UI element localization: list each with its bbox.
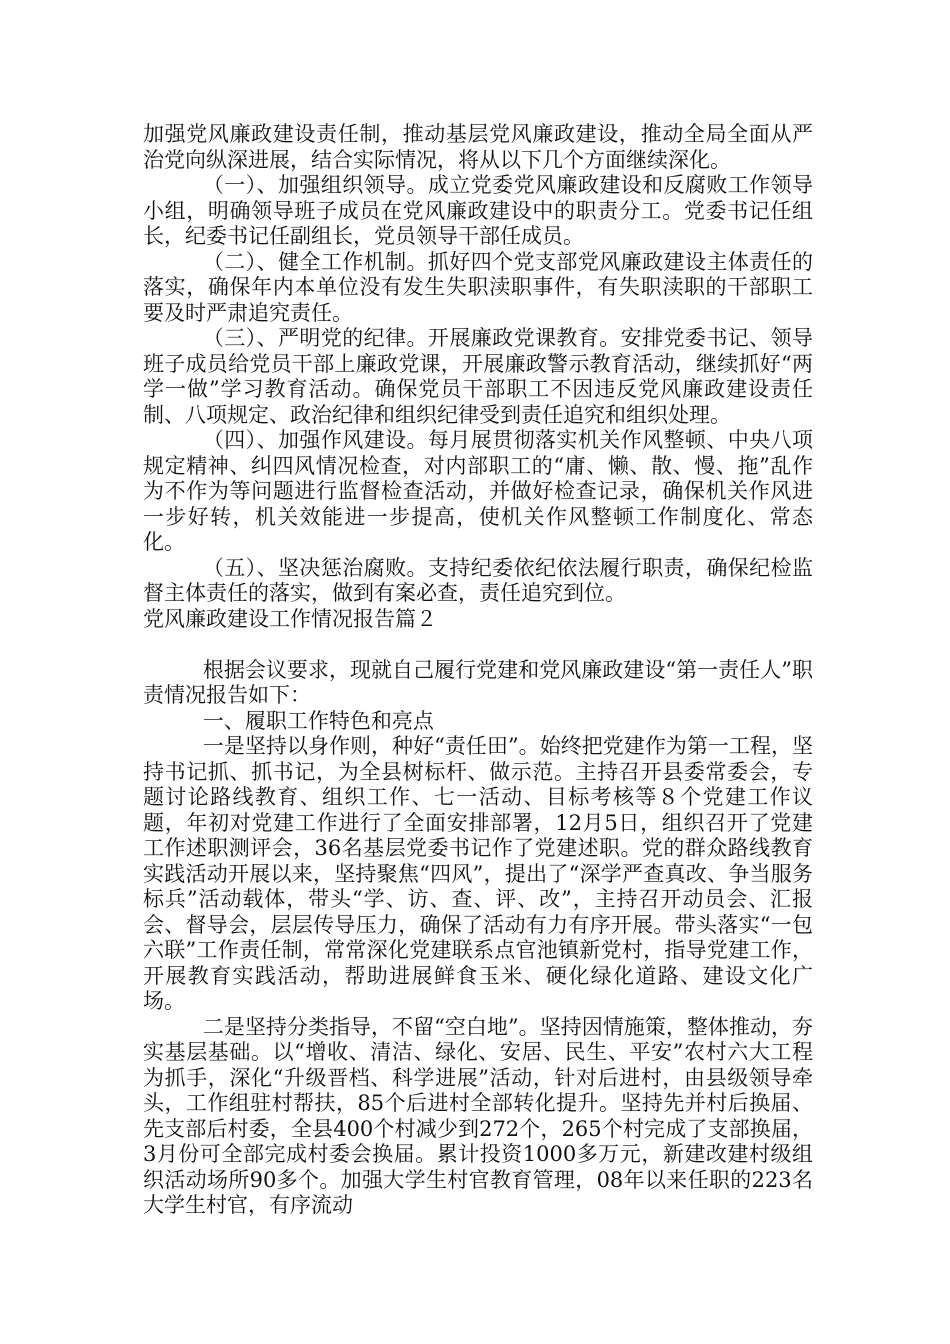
body-paragraph-1: 一是坚持以身作则，种好“责任田”。始终把党建作为第一工程，坚持书记抓、抓书记，为全县树标杆、做示范。主持召开县委常委会，专题讨论路线教育、组织工作、七一活动、目标考核等８个党建工作议题，年初对党建工作进行了全面安排部署，12月5日，组织召开了党建工作述职测评会，36名基层党委书记作了党建述职。党的群众路线教育实践活动开展以来，坚持聚焦“四风”，提出了“深学严查真改、争当服务标兵”活动载体，带头“学、访、查、评、改”，主持召开动员会、汇报会、督导会，层层传导压力，确保了活动有力有序开展。带头落实“一包六联”工作责任制，常常深化党建联系点官池镇新党村，指导党建工作，开展教育实践活动，帮助进展鲜食玉米、硬化绿化道路、建设文化广场。	[143, 734, 813, 1013]
item-paragraph-3: （三）、严明党的纪律。开展廉政党课教育。安排党委书记、领导班子成员给党员干部上廉政党课，开展廉政警示教育活动，继续抓好“两学一做”学习教育活动。确保党员干部职工不因违反党风廉政建设责任制、八项规定、政治纪律和组织纪律受到责任追究和组织处理。	[143, 326, 813, 427]
item-paragraph-5: （五）、坚决惩治腐败。支持纪委依纪依法履行职责，确保纪检监督主体责任的落实，做到有案必查，责任追究到位。	[143, 555, 813, 605]
report-intro-paragraph: 根据会议要求，现就自己履行党建和党风廉政建设“第一责任人”职责情况报告如下：	[143, 657, 813, 707]
document-body	[143, 122, 813, 1219]
item-paragraph-2: （二）、健全工作机制。抓好四个党支部党风廉政建设主体责任的落实，确保年内本单位没有发生失职渎职事件，有失职渎职的干部职工要及时严肃追究责任。	[143, 249, 813, 325]
section-title: 党风廉政建设工作情况报告篇２	[143, 606, 437, 631]
item-paragraph-4: （四）、加强作风建设。每月展贯彻落实机关作风整顿、中央八项规定精神、纠四风情况检查，对内部职工的“庸、懒、散、慢、拖”乱作为不作为等问题进行监督检查活动，并做好检查记录，确保机关作风进一步好转，机关效能进一步提高，使机关作风整顿工作制度化、常态化。	[143, 428, 813, 554]
item-paragraph-1: （一）、加强组织领导。成立党委党风廉政建设和反腐败工作领导小组，明确领导班子成员在党风廉政建设中的职责分工。党委书记任组长，纪委书记任副组长，党员领导干部任成员。	[143, 173, 813, 248]
intro-paragraph: 加强党风廉政建设责任制，推动基层党风廉政建设，推动全局全面从严治党向纵深进展，结合实际情况，将从以下几个方面继续深化。	[143, 122, 813, 172]
blank-line	[143, 632, 813, 658]
body-paragraph-2: 二是坚持分类指导，不留“空白地”。坚持因情施策，整体推动，夯实基层基础。以“增收、清洁、绿化、安居、民生、平安”农村六大工程为抓手，深化“升级晋档、科学进展”活动，针对后进村，由县级领导牵头，工作组驻村帮扶，85个后进村全部转化提升。坚持先并村后换届、先支部后村委，全县400个村减少到272个，265个村完成了支部换届，3月份可全部完成村委会换届。累计投资1000多万元，新建改建村级组织活动场所90多个。加强大学生村官教育管理，08年以来任职的223名大学生村官，有序流动	[143, 1014, 813, 1217]
subheading: 一、履职工作特色和亮点	[202, 708, 434, 733]
